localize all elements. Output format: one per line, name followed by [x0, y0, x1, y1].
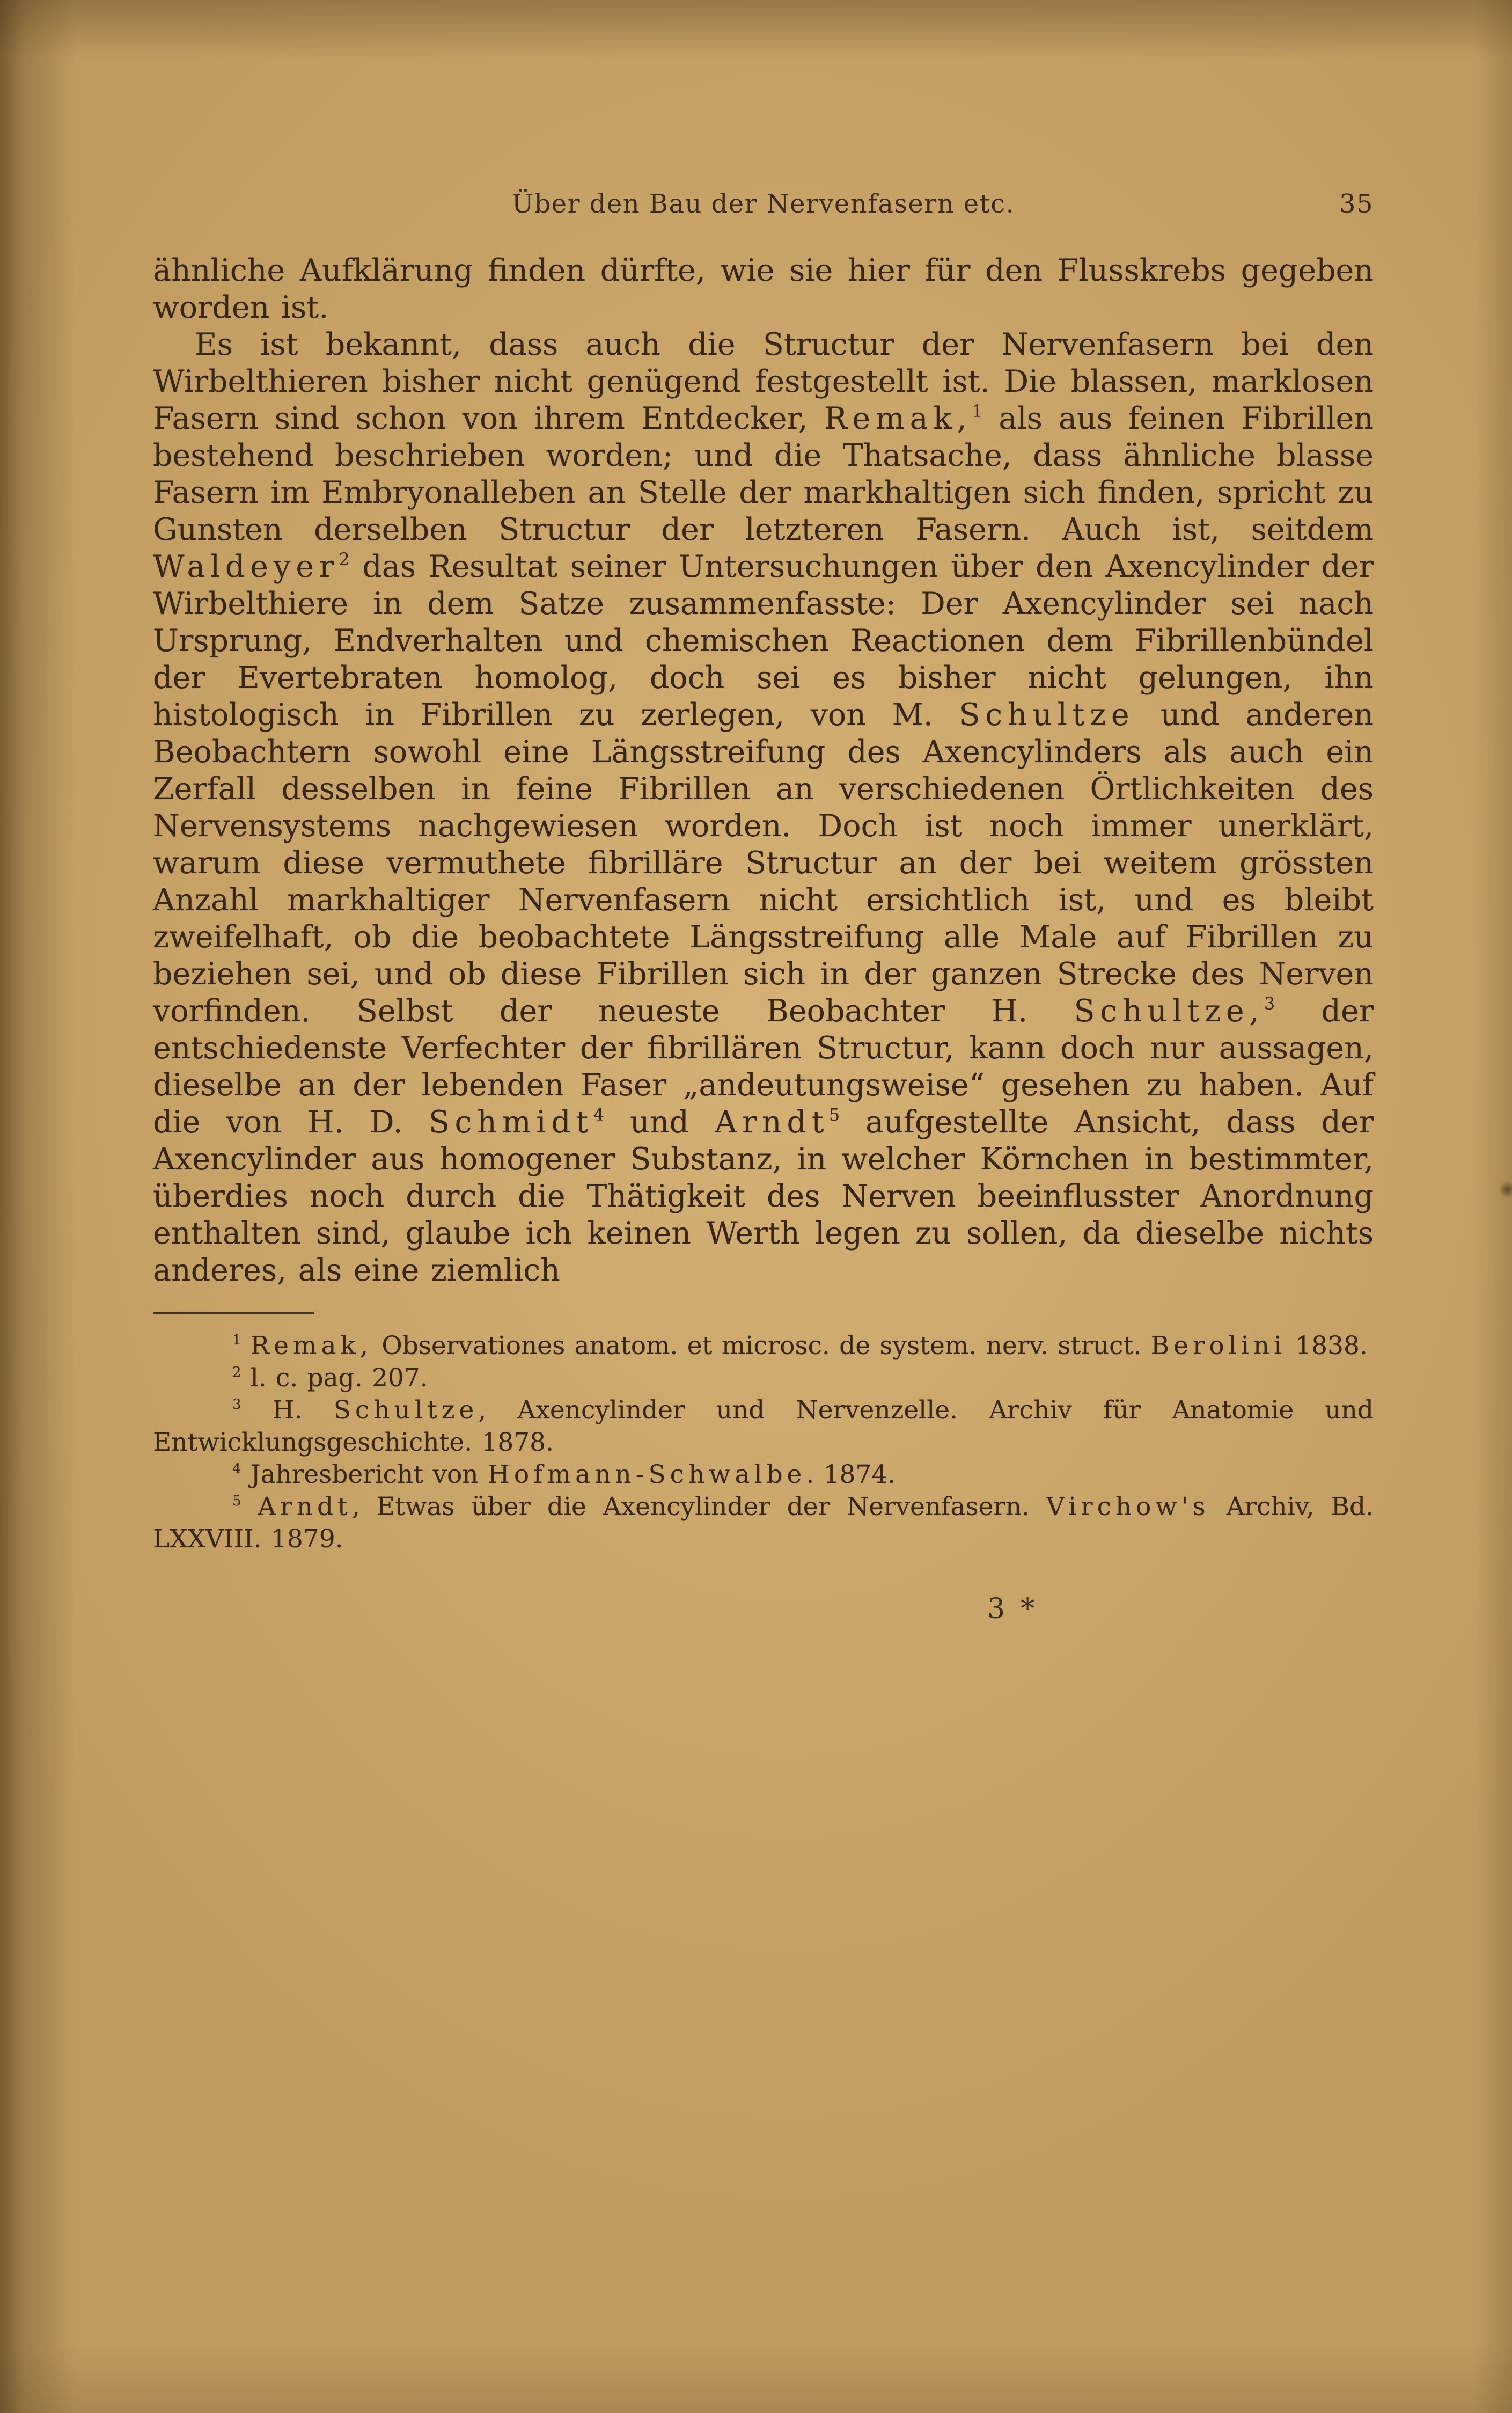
text-run: das Resultat seiner Untersuchungen über den Axencylinder der Wirbelthiere in dem Satze zusammenfasste: Der Axencylinder sei nach Ursprung, Endverhalten und chemischen Reactionen dem Fibrillenbündel der Evertebraten homolog, doch sei es bisher nicht gelungen, ihn histologisch in Fibrillen zu zerlegen, von M. — [153, 549, 1374, 733]
letterspaced-name: Berolini — [1150, 1331, 1286, 1361]
text-run: der entschiedenste Verfechter der fibrillären Structur, kann doch nur aussagen, dieselbe an der lebenden Faser „andeutungsweise“ gesehen zu haben. Auf die von H. D. — [153, 993, 1374, 1140]
text-run: aufgestellte Ansicht, dass der Axencylinder aus homogener Substanz, in welcher Körnchen in bestimmter, überdies noch durch die Thätigkeit des Nerven beeinflusster Anordnung enthalten sind, glaube ich keinen Werth legen zu sollen, da dieselbe nichts anderes, als eine ziemlich — [153, 1105, 1374, 1288]
footnote-ref: 1 — [972, 402, 983, 422]
running-title: Über den Bau der Nervenfasern etc. — [511, 189, 1015, 219]
text-run: Es ist bekannt, dass auch die Structur der Nervenfasern bei den Wirbelthieren bisher nicht genügend festgestellt ist. Die blassen, marklosen Fasern sind schon von ihrem Entdecker, — [153, 327, 1374, 436]
text-run: l. c. pag. 207. — [241, 1363, 428, 1393]
footnote-ref: 2 — [339, 550, 350, 570]
body-text — [153, 252, 1374, 1289]
text-run: und anderen Beobachtern sowohl eine Längsstreifung des Axencylinders als auch ein Zerfall desselben in feine Fibrillen an verschiedenen Örtlichkeiten des Nervensystems nachgewiesen worden. Doch ist noch immer unerklärt, warum diese vermuthete fibrilläre Structur an der bei weitem grössten Anzahl markhaltiger Nervenfasern nicht ersichtlich ist, und es bleibt zweifelhaft, ob die beobachtete Längsstreifung alle Male auf Fibrillen zu beziehen sei, und ob diese Fibrillen sich in der ganzen Strecke des Nerven vorfinden. Selbst der neueste Beobachter H. — [153, 697, 1374, 1029]
letterspaced-name: Hofmann-Schwalbe — [487, 1460, 806, 1489]
footnote-ref: 5 — [232, 1493, 241, 1510]
letterspaced-name: Virchow's — [1046, 1492, 1210, 1522]
text-run: , Etwas über die Axencylinder der Nervenfasern. — [351, 1492, 1046, 1522]
letterspaced-name: Remak, — [250, 1331, 372, 1361]
footnote-divider — [153, 1312, 314, 1314]
footnote-ref: 1 — [232, 1332, 241, 1349]
page-header — [153, 188, 1374, 225]
footnote-list — [153, 1330, 1374, 1555]
footnote-ref: 3 — [232, 1396, 241, 1413]
text-run — [241, 1331, 250, 1361]
text-run: . 1874. — [806, 1460, 896, 1489]
footnote — [153, 1459, 1374, 1491]
text-run: als aus feinen Fibrillen bestehend beschrieben worden; und die Thatsache, dass ähnliche blasse Fasern im Embryonalleben an Stelle der markhaltigen sich finden, spricht zu Gunsten derselben Structur der letzteren Fasern. Auch ist, seitdem — [153, 401, 1374, 547]
letterspaced-name: Schmidt — [428, 1105, 593, 1140]
footnote — [153, 1330, 1374, 1362]
footnote-ref: 2 — [232, 1364, 241, 1381]
letterspaced-name: Schultze — [333, 1395, 479, 1425]
signature-mark: 3 * — [987, 1593, 1038, 1625]
text-run: 1838. — [1286, 1331, 1368, 1361]
text-run: und — [604, 1105, 715, 1140]
letterspaced-name: Schultze — [959, 697, 1135, 733]
letterspaced-name: Remak, — [824, 401, 972, 436]
page-number: 35 — [1339, 189, 1374, 219]
paragraph — [153, 326, 1374, 1289]
text-run: Archiv, Bd. LXXVIII. 1879. — [153, 1492, 1374, 1554]
text-run: , Axencylinder und Nervenzelle. Archiv für Anatomie und Entwicklungsgeschichte. 1878. — [153, 1395, 1374, 1457]
footnote-ref: 4 — [593, 1106, 604, 1125]
text-run — [241, 1492, 258, 1522]
text-run: Jahresbericht von — [241, 1460, 488, 1489]
letterspaced-name: Arndt — [258, 1492, 352, 1522]
letterspaced-name: Waldeyer — [153, 549, 339, 584]
footnote — [153, 1491, 1374, 1555]
footnote-ref: 3 — [1264, 995, 1275, 1014]
text-run: Observationes anatom. et microsc. de system. nerv. struct. — [372, 1331, 1151, 1361]
footnote-ref: 5 — [829, 1106, 840, 1125]
letterspaced-name: Arndt — [715, 1105, 830, 1140]
footnote-ref: 4 — [232, 1461, 241, 1478]
letterspaced-name: Schultze, — [1074, 993, 1265, 1029]
footnote — [153, 1362, 1374, 1394]
footnote — [153, 1394, 1374, 1459]
text-run: H. — [241, 1395, 334, 1425]
paragraph — [153, 252, 1374, 326]
text-run: ähnliche Aufklärung finden dürfte, wie sie hier für den Flusskrebs gegeben worden ist. — [153, 253, 1374, 325]
